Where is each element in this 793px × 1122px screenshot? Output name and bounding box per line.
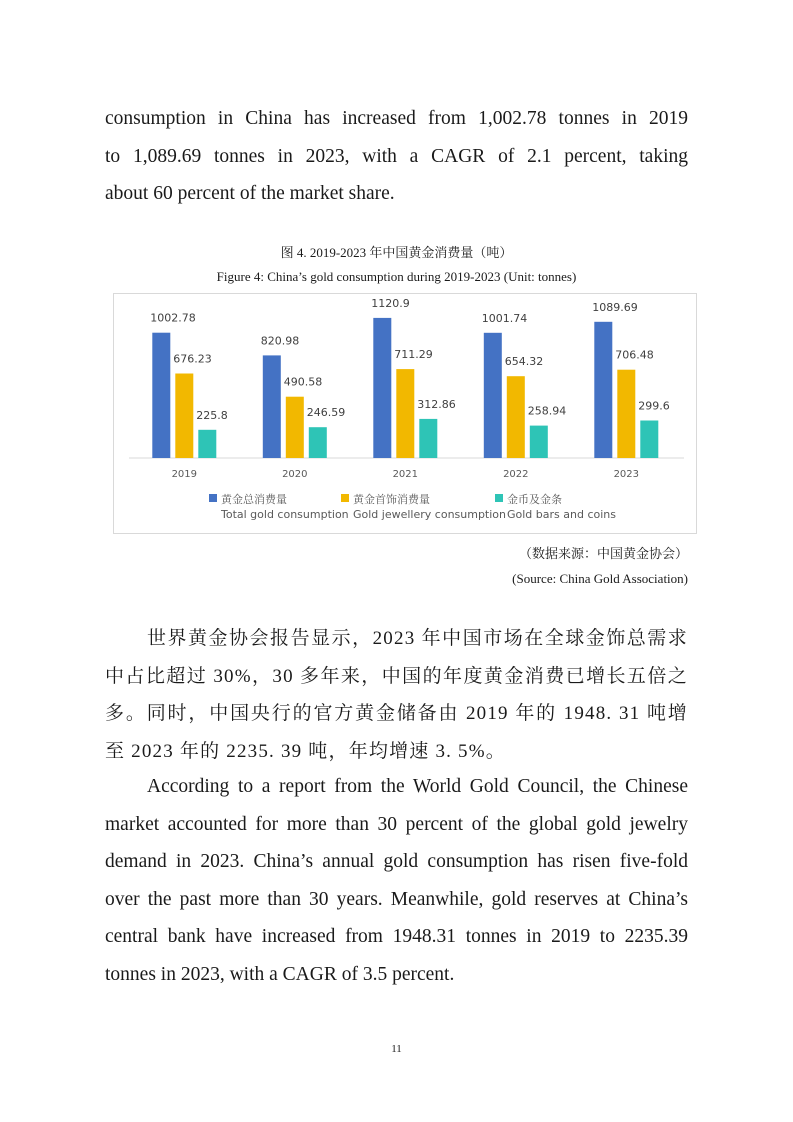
bar: [594, 322, 612, 458]
bar: [286, 397, 304, 458]
page-number: 11: [391, 1043, 402, 1055]
legend-label-en: Gold jewellery consumption: [353, 508, 507, 521]
source-cn: （数据来源：中国黄金协会）: [518, 546, 688, 561]
legend-label-en: Gold bars and coins: [507, 508, 616, 521]
legend-swatch: [209, 494, 217, 502]
data-label: 246.59: [306, 406, 346, 420]
legend-label-cn: 黄金首饰消费量: [353, 493, 430, 506]
x-tick-label: 2021: [392, 469, 419, 480]
text-line: to 1,089.69 tonnes in 2023, with a CAGR of 2.1 percent, taking: [105, 145, 688, 167]
data-label: 711.29: [394, 348, 433, 362]
bar: [175, 374, 193, 459]
data-label: 1002.78: [150, 311, 196, 325]
text-line: about 60 percent of the market share.: [105, 183, 395, 204]
data-label: 1001.74: [481, 311, 528, 325]
legend-item-jewellery: [341, 492, 506, 522]
data-label: 490.58: [283, 375, 323, 389]
data-label: 654.32: [504, 355, 544, 369]
figure-title-en: Figure 4: China’s gold consumption during 2019-2023 (Unit: tonnes): [216, 269, 577, 284]
x-tick-label: 2023: [613, 469, 640, 480]
legend-item-bars-coins: [495, 492, 616, 522]
bar: [507, 376, 525, 458]
bar-chart: [113, 293, 697, 534]
data-label: 299.6: [638, 399, 670, 413]
source-en: (Source: China Gold Association): [512, 571, 688, 586]
bar: [640, 421, 658, 459]
text-line: consumption in China has increased from 1,002.78 tonnes in 2019: [105, 108, 688, 129]
paragraph-consumption-en: [105, 100, 688, 213]
figure-title-cn: 图 4. 2019-2023 年中国黄金消费量（吨）: [280, 245, 513, 260]
x-tick-label: 2022: [503, 469, 529, 480]
data-label: 820.98: [260, 334, 300, 348]
data-label: 706.48: [615, 348, 654, 362]
bar: [530, 426, 548, 458]
paragraph-report-cn: 世界黄金协会报告显示，2023 年中国市场在全球金饰总需求中占比超过 30%，30 多年来，中国的年度黄金消费已增长五倍之多。同时，中国央行的官方黄金储备由 2019 年的 1948. 31 吨增至 2023 年的 2235. 39 吨，年均增速 3. 5%。: [105, 628, 688, 762]
data-label: 258.94: [527, 404, 567, 418]
legend-item-total: [209, 492, 349, 522]
data-label: 1089.69: [592, 300, 638, 314]
data-label: 676.23: [173, 352, 212, 366]
bar: [309, 427, 327, 458]
data-label: 225.8: [196, 408, 228, 422]
bar: [198, 430, 216, 458]
bar: [373, 318, 391, 458]
chart-legend: [209, 492, 629, 526]
data-label: 1120.9: [371, 296, 410, 310]
legend-swatch: [495, 494, 503, 502]
bar: [396, 369, 414, 458]
bar: [152, 333, 170, 458]
x-tick-label: 2019: [171, 469, 198, 480]
bar: [617, 370, 635, 458]
bar: [419, 419, 437, 458]
paragraph-report-en: According to a report from the World Gold Council, the Chinese market accounted for more than 30 percent of the global gold jewelry demand in 2023. China’s annual gold consumption has risen five-fold over the past more than 30 years. Meanwhile, gold reserves at China’s central bank have increased from 1948.31 tonnes in 2019 to 2235.39 tonnes in 2023, with a CAGR of 3.5 percent.: [105, 776, 688, 985]
x-tick-label: 2020: [282, 469, 308, 480]
legend-label-en: Total gold consumption: [221, 508, 349, 521]
bar: [263, 355, 281, 458]
data-label: 312.86: [417, 397, 456, 411]
legend-swatch: [341, 494, 349, 502]
legend-label-cn: 黄金总消费量: [221, 493, 287, 506]
bar: [484, 333, 502, 458]
legend-label-cn: 金币及金条: [507, 493, 562, 506]
